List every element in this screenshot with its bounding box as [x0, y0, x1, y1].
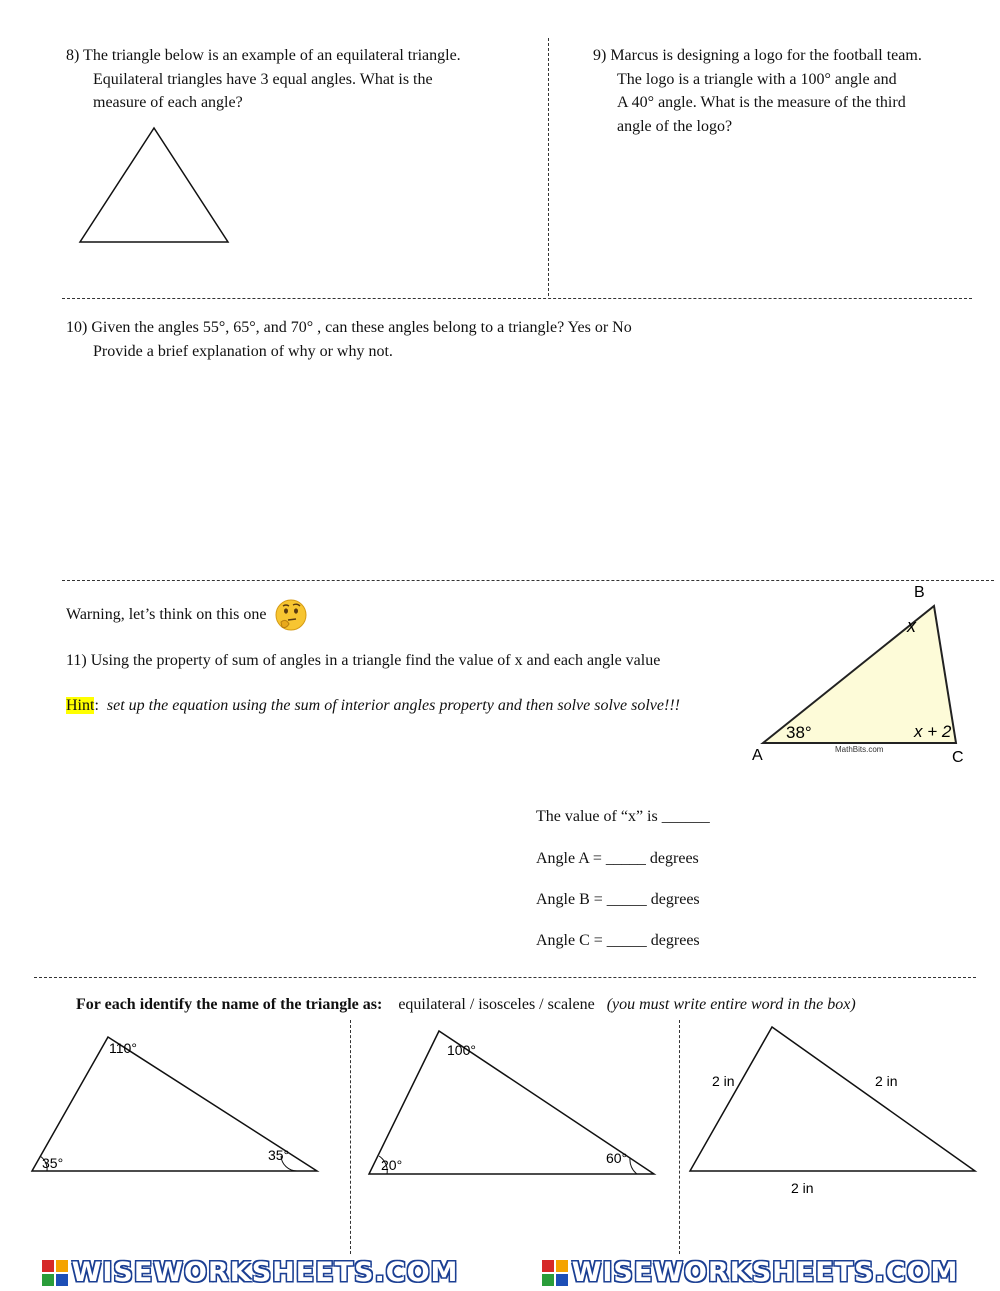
q10-line-2: Provide a brief explanation of why or why not.	[93, 342, 393, 360]
divider-q8-q9	[548, 38, 549, 296]
classify-options: equilateral / isosceles / scalene	[398, 996, 595, 1013]
q8-line-2: Equilateral triangles have 3 equal angles. What is the	[93, 70, 433, 88]
warning-text: Warning, let’s think on this one	[66, 606, 267, 623]
divider-tri-2-3	[679, 1020, 680, 1254]
triangle-1-left-angle: 35°	[42, 1155, 64, 1171]
triangle-2-top-angle: 100°	[447, 1042, 476, 1058]
angle-c-label: x + 2	[914, 722, 952, 741]
triangle-2-left-angle: 20°	[381, 1157, 403, 1173]
q8-line-1: 8) The triangle below is an example of an equilateral triangle.	[66, 47, 461, 64]
brand-text-1: WISEWORKSHEETS.COM	[71, 1257, 459, 1288]
vertex-c-label: C	[952, 749, 964, 766]
q9-line-1: 9) Marcus is designing a logo for the football team.	[593, 47, 922, 64]
q8-line-3: measure of each angle?	[93, 94, 243, 111]
q9-line-2: The logo is a triangle with a 100° angle and	[617, 70, 897, 88]
question-9	[593, 44, 993, 138]
mathbits-watermark: MathBits.com	[835, 745, 884, 754]
triangle-2-figure	[362, 1025, 662, 1180]
classify-title: For each identify the name of the triangle as:	[76, 996, 383, 1013]
equilateral-triangle-figure	[70, 120, 240, 250]
wise-logo-icon	[42, 1260, 68, 1286]
thinking-face-icon	[274, 598, 308, 632]
triangle-3-figure	[685, 1022, 985, 1202]
triangle-3-left-side: 2 in	[712, 1073, 735, 1089]
brand-item-2	[542, 1257, 959, 1288]
hint-text: set up the equation using the sum of interior angles property and then solve solve solve!!!	[106, 697, 680, 714]
footer-brand-bar	[0, 1254, 1000, 1291]
hint-label: Hint	[66, 697, 95, 714]
q10-line-1: 10) Given the angles 55°, 65°, and 70° , can these angles belong to a triangle? Yes or No	[66, 319, 632, 336]
triangle-abc-figure	[748, 580, 978, 770]
vertex-a-label: A	[752, 747, 763, 764]
hint-row	[66, 697, 766, 715]
triangle-1-figure	[25, 1030, 325, 1180]
brand-item-1	[42, 1257, 459, 1288]
hint-colon: :	[94, 697, 99, 714]
brand-text-2: WISEWORKSHEETS.COM	[571, 1257, 959, 1288]
classify-header	[76, 996, 976, 1014]
divider-tri-1-2	[350, 1020, 351, 1254]
divider-bottom	[34, 977, 976, 978]
warning-row	[66, 598, 308, 632]
q9-line-3: A 40° angle. What is the measure of the third	[617, 94, 906, 111]
question-8	[66, 44, 536, 115]
answer-x-value[interactable]: The value of “x” is ______	[536, 808, 710, 825]
angle-b-label: x	[907, 616, 916, 636]
classify-note: (you must write entire word in the box)	[606, 996, 856, 1013]
question-11: 11) Using the property of sum of angles in a triangle find the value of x and each angle value	[66, 652, 661, 669]
q9-line-4: angle of the logo?	[617, 117, 733, 135]
vertex-b-label: B	[914, 584, 925, 601]
triangle-3-base: 2 in	[791, 1180, 814, 1196]
answer-angle-c[interactable]: Angle C = _____ degrees	[536, 932, 700, 949]
triangle-3-right-side: 2 in	[875, 1073, 898, 1089]
question-10	[66, 316, 966, 363]
answer-angle-b[interactable]: Angle B = _____ degrees	[536, 891, 700, 908]
triangle-2-right-angle: 60°	[606, 1150, 628, 1166]
triangle-1-right-angle: 35°	[268, 1147, 290, 1163]
angle-a-label: 38°	[786, 723, 812, 742]
divider-top	[62, 298, 972, 299]
answer-angle-a[interactable]: Angle A = _____ degrees	[536, 850, 699, 867]
triangle-1-top-angle: 110°	[109, 1040, 137, 1056]
wise-logo-icon	[542, 1260, 568, 1286]
